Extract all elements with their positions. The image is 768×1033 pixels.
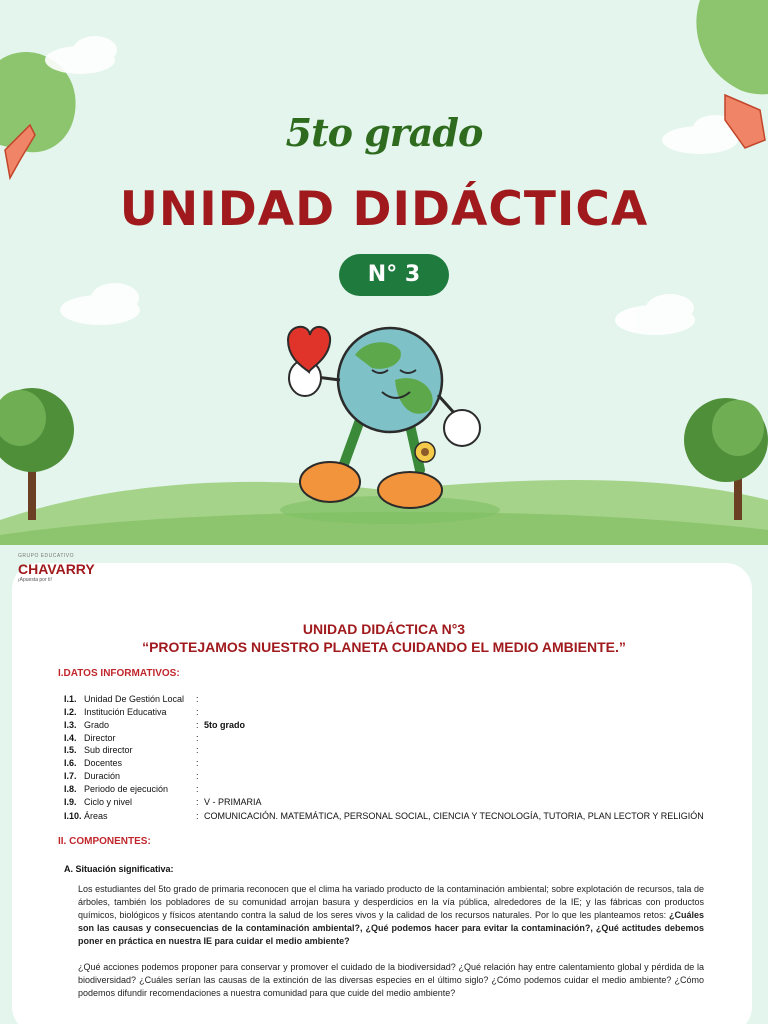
info-row: I.4. Director : <box>64 733 199 743</box>
grade-heading: 5to grado <box>285 110 483 155</box>
info-value: V - PRIMARIA <box>204 797 262 807</box>
info-num: I.4. <box>64 733 77 743</box>
info-label: Institución Educativa <box>84 707 167 717</box>
info-num: I.6. <box>64 758 77 768</box>
info-row: I.1. Unidad De Gestión Local : <box>64 694 199 704</box>
info-row: I.5. Sub director : <box>64 745 199 755</box>
tree-left <box>0 388 74 520</box>
info-label: Unidad De Gestión Local <box>84 694 185 704</box>
info-num: I.2. <box>64 707 77 717</box>
info-num: I.7. <box>64 771 77 781</box>
section-componentes: II. COMPONENTES: <box>58 836 151 847</box>
logo-brand: CHAVARRY <box>18 561 95 577</box>
subsection-situacion: A. Situación significativa: <box>64 864 174 874</box>
info-label: Ciclo y nivel <box>84 797 133 807</box>
questions-paragraph: ¿Qué acciones podemos proponer para conservar y promover el cuidado de la biodiversidad? ¿Qué relación hay entre calentamiento global y pérdida de la biodiversidad? ¿Cuáles serían las causas de la extinción de las diversas especies en el último siglo? ¿Cómo podemos cuidar el medio ambiente? ¿Cómo podemos difundir recomendaciones a nuestra comunidad para que cuide del medio ambiente? <box>78 962 704 998</box>
document-title <box>0 620 768 656</box>
info-num: I.10. <box>64 811 82 821</box>
info-row: I.2. Institución Educativa : <box>64 707 199 717</box>
document-title-line1: UNIDAD DIDÁCTICA N°3 <box>302 621 466 637</box>
info-value: 5to grado <box>204 720 246 730</box>
info-num: I.1. <box>64 694 77 704</box>
chavarry-logo <box>18 553 98 583</box>
info-num: I.9. <box>64 797 77 807</box>
situation-text: Los estudiantes del 5to grado de primaria reconocen que el clima ha variado producto de la contaminación ambiental; sobre explotación de recursos, tala de árboles, también los pobladores de su comunidad arrojan basura y desperdicios en la vía pública, alrededores de la IE; y las fábricas con productos químicos, biológicos y físicos atentando contra la salud de los seres vivos y la calidad de los recursos naturales. Por lo que les planteamos retos: <box>78 884 704 920</box>
green-blob-right <box>696 0 768 94</box>
info-label: Duración <box>84 771 121 781</box>
info-value: COMUNICACIÓN. MATEMÁTICA, PERSONAL SOCIAL, CIENCIA Y TECNOLOGÍA, TUTORIA, PLAN LECTOR Y RELIGIÓN <box>204 811 704 821</box>
document-title-line2: “PROTEJAMOS NUESTRO PLANETA CUIDANDO EL MEDIO AMBIENTE.” <box>142 639 626 655</box>
info-label: Docentes <box>84 758 123 768</box>
info-num: I.5. <box>64 745 77 755</box>
situation-challenges: ¿Cuáles son las causas y consecuencias de la contaminación ambiental?, ¿Qué podemos hacer para evitar la contaminación?, ¿Qué actitudes debemos poner en práctica en nuestra IE para cuidar el medio ambiente? <box>78 910 704 946</box>
info-row: I.10. Áreas : COMUNICACIÓN. MATEMÁTICA, PERSONAL SOCIAL, CIENCIA Y TECNOLOGÍA, TUTORIA, PLAN LECTOR Y RELIGIÓN <box>64 811 704 821</box>
logo-tagline: ¡Apuesta por ti! <box>18 577 52 583</box>
info-row: I.6. Docentes : <box>64 758 199 768</box>
info-label: Áreas <box>84 811 108 821</box>
logo-group-label: GRUPO EDUCATIVO <box>18 553 75 559</box>
info-label: Director <box>84 733 116 743</box>
unit-number-badge: N° 3 <box>339 254 449 296</box>
info-row: I.7. Duración : <box>64 771 199 781</box>
info-num: I.8. <box>64 784 77 794</box>
info-row: I.9. Ciclo y nivel : V - PRIMARIA <box>64 797 262 807</box>
situation-paragraph <box>78 883 704 948</box>
unit-title: UNIDAD DIDÁCTICA <box>119 182 649 237</box>
info-label: Periodo de ejecución <box>84 784 169 794</box>
info-num: I.3. <box>64 720 77 730</box>
info-label: Grado <box>84 720 110 730</box>
info-row: I.8. Periodo de ejecución : <box>64 784 199 794</box>
section-datos-informativos: I.DATOS INFORMATIVOS: <box>58 668 180 679</box>
info-row: I.3. Grado : 5to grado <box>64 720 246 730</box>
info-label: Sub director <box>84 745 133 755</box>
